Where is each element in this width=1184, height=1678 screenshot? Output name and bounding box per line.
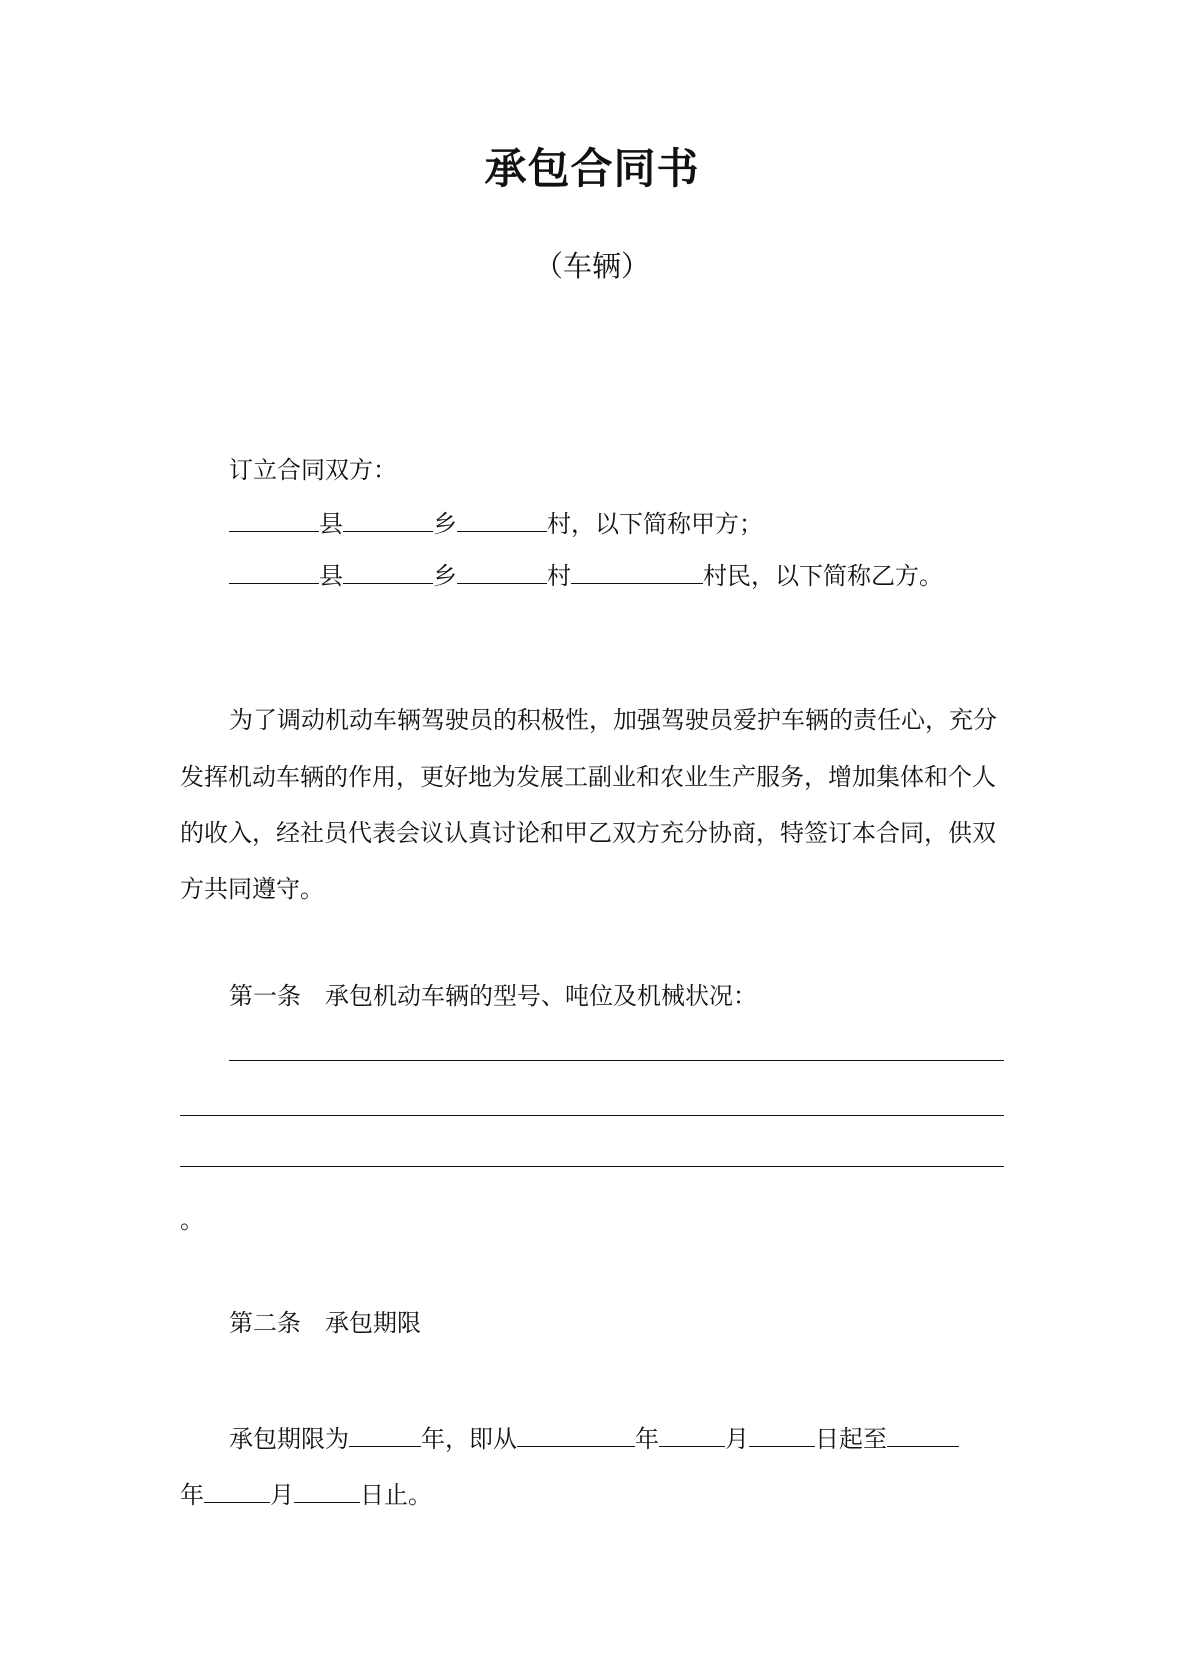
document-subtitle: （车辆） [533, 249, 650, 283]
article-1-heading [229, 981, 1004, 1011]
preamble-line-3: 的收入，经社员代表会议认真讨论和甲乙双方充分协商，特签订本合同，供双 [180, 819, 996, 847]
township-label: 乡 [433, 562, 457, 590]
article-1-end-mark: 。 [180, 1206, 204, 1234]
parties-heading: 订立合同双方： [229, 456, 397, 484]
villager-name-blank[interactable] [571, 559, 703, 584]
village-blank[interactable] [457, 507, 547, 532]
term-text: 月 [270, 1481, 294, 1509]
township-blank[interactable] [343, 559, 433, 584]
start-year-blank[interactable] [517, 1422, 635, 1447]
county-blank[interactable] [229, 507, 319, 532]
county-label: 县 [319, 562, 343, 590]
article-2-text: 承包期限 [325, 1309, 421, 1337]
preamble-line-1: 为了调动机动车辆驾驶员的积极性，加强驾驶员爱护车辆的责任心，充分 [229, 706, 997, 734]
preamble-line-4: 方共同遵守。 [180, 875, 324, 903]
party-a-line [229, 507, 1004, 539]
article-2-heading [229, 1308, 1004, 1338]
start-month-blank[interactable] [659, 1422, 725, 1447]
fill-in-line[interactable] [180, 1166, 1004, 1167]
fill-in-line[interactable] [180, 1115, 1004, 1116]
document-title: 承包合同书 [484, 144, 700, 193]
township-blank[interactable] [343, 507, 433, 532]
term-text: 月 [725, 1425, 749, 1453]
village-label: 村，以下简称甲方； [547, 510, 763, 538]
start-day-blank[interactable] [749, 1422, 815, 1447]
end-day-blank[interactable] [294, 1478, 360, 1503]
term-line-2 [180, 1478, 1004, 1510]
article-2-label: 第二条 [229, 1309, 301, 1337]
term-text: 日止。 [360, 1481, 432, 1509]
term-text: 年 [635, 1425, 659, 1453]
years-blank[interactable] [349, 1422, 421, 1447]
article-1-label: 第一条 [229, 982, 301, 1010]
end-year-blank[interactable] [887, 1422, 959, 1447]
party-b-line [229, 559, 1004, 591]
village-label: 村 [547, 562, 571, 590]
end-month-blank[interactable] [204, 1478, 270, 1503]
fill-in-line[interactable] [229, 1060, 1004, 1061]
term-line-1 [229, 1422, 1004, 1454]
county-label: 县 [319, 510, 343, 538]
county-blank[interactable] [229, 559, 319, 584]
township-label: 乡 [433, 510, 457, 538]
village-blank[interactable] [457, 559, 547, 584]
article-1-text: 承包机动车辆的型号、吨位及机械状况： [325, 982, 757, 1010]
term-text: 年 [180, 1481, 204, 1509]
term-text: 年，即从 [421, 1425, 517, 1453]
villager-label: 村民，以下简称乙方。 [703, 562, 943, 590]
term-text: 承包期限为 [229, 1425, 349, 1453]
term-text: 日起至 [815, 1425, 887, 1453]
preamble-line-2: 发挥机动车辆的作用，更好地为发展工副业和农业生产服务，增加集体和个人 [180, 763, 996, 791]
